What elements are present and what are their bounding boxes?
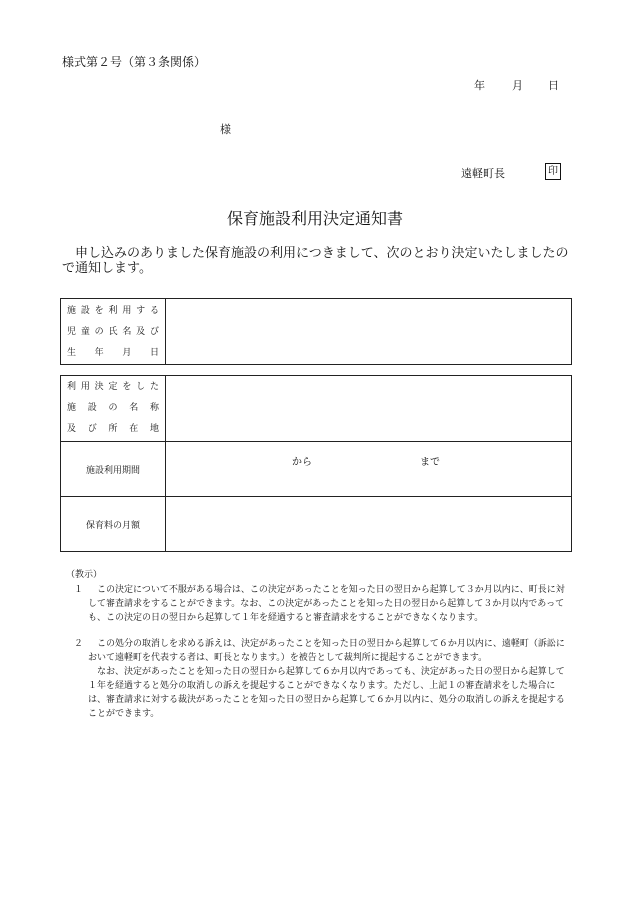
child-info-table <box>60 298 572 365</box>
form-number: 様式第２号（第３条関係） <box>62 55 207 69</box>
fee-label: 保育料の月額 <box>61 497 166 552</box>
label-line: 利 用 決 定 を し た <box>67 382 159 392</box>
addressee-suffix: 様 <box>220 123 231 136</box>
label-line: 及 び 所 在 地 <box>67 424 159 434</box>
document-title: 保育施設利用決定通知書 <box>226 209 403 228</box>
date-month: 月 <box>512 79 523 92</box>
child-info-value[interactable] <box>166 299 572 365</box>
facility-value[interactable] <box>166 376 572 442</box>
note-number: １ <box>74 585 84 595</box>
note-text: この決定について不服がある場合は、この決定があったことを知った日の翌日から起算して３か月以内に、町長に対して審査請求をすることができます。なお、この決定があったことを知った日の翌日から起算して３か月以内であっても、この決定の日の翌日から起算して１年を経過すると審査請求をすることができなくなります。 <box>88 585 565 623</box>
intro-paragraph: 申し込みのありました保育施設の利用につきまして、次のとおり決定いたしましたので通知します。 <box>62 246 569 276</box>
facility-label <box>61 376 166 442</box>
note-number: ２ <box>74 639 84 649</box>
notes-heading: （教示） <box>66 570 103 580</box>
child-info-label <box>61 299 166 365</box>
note-text: なお、決定があったことを知った日の翌日から起算して６か月以内であっても、決定があった日の翌日から起算して１年を経過すると処分の取消しの訴えを提起することができなくなります。ただし、上記１の審査請求をした場合には、審査請求に対する裁決があったことを知った日の翌日から起算して６か月以内に、処分の取消しの訴えを提起することができます。 <box>88 667 565 719</box>
note-item-1 <box>66 583 566 625</box>
label-line: 生 年 月 日 <box>67 348 159 358</box>
note-text: この処分の取消しを求める訴えは、決定があったことを知った日の翌日から起算して６か月以内に、遠軽町（訴訟において遠軽町を代表する者は、町長となります。）を被告として裁判所に提起することができます。 <box>88 639 565 663</box>
label-line: 施 設 の 名 称 <box>67 403 159 413</box>
date-year: 年 <box>474 79 485 92</box>
label-line: 施 設 を 利 用 す る <box>67 306 159 316</box>
label-line: 児 童 の 氏 名 及 び <box>67 327 159 337</box>
period-from: から <box>292 457 312 468</box>
seal-mark: 印 <box>545 163 561 180</box>
fee-value[interactable] <box>166 497 572 552</box>
sender-name: 遠軽町長 <box>461 167 505 180</box>
notes-section <box>66 568 566 721</box>
facility-table <box>60 375 572 552</box>
period-value[interactable] <box>166 442 572 497</box>
note-item-2 <box>66 637 566 721</box>
date-day: 日 <box>548 79 559 92</box>
period-to: まで <box>420 457 440 468</box>
period-label: 施設利用期間 <box>61 442 166 497</box>
